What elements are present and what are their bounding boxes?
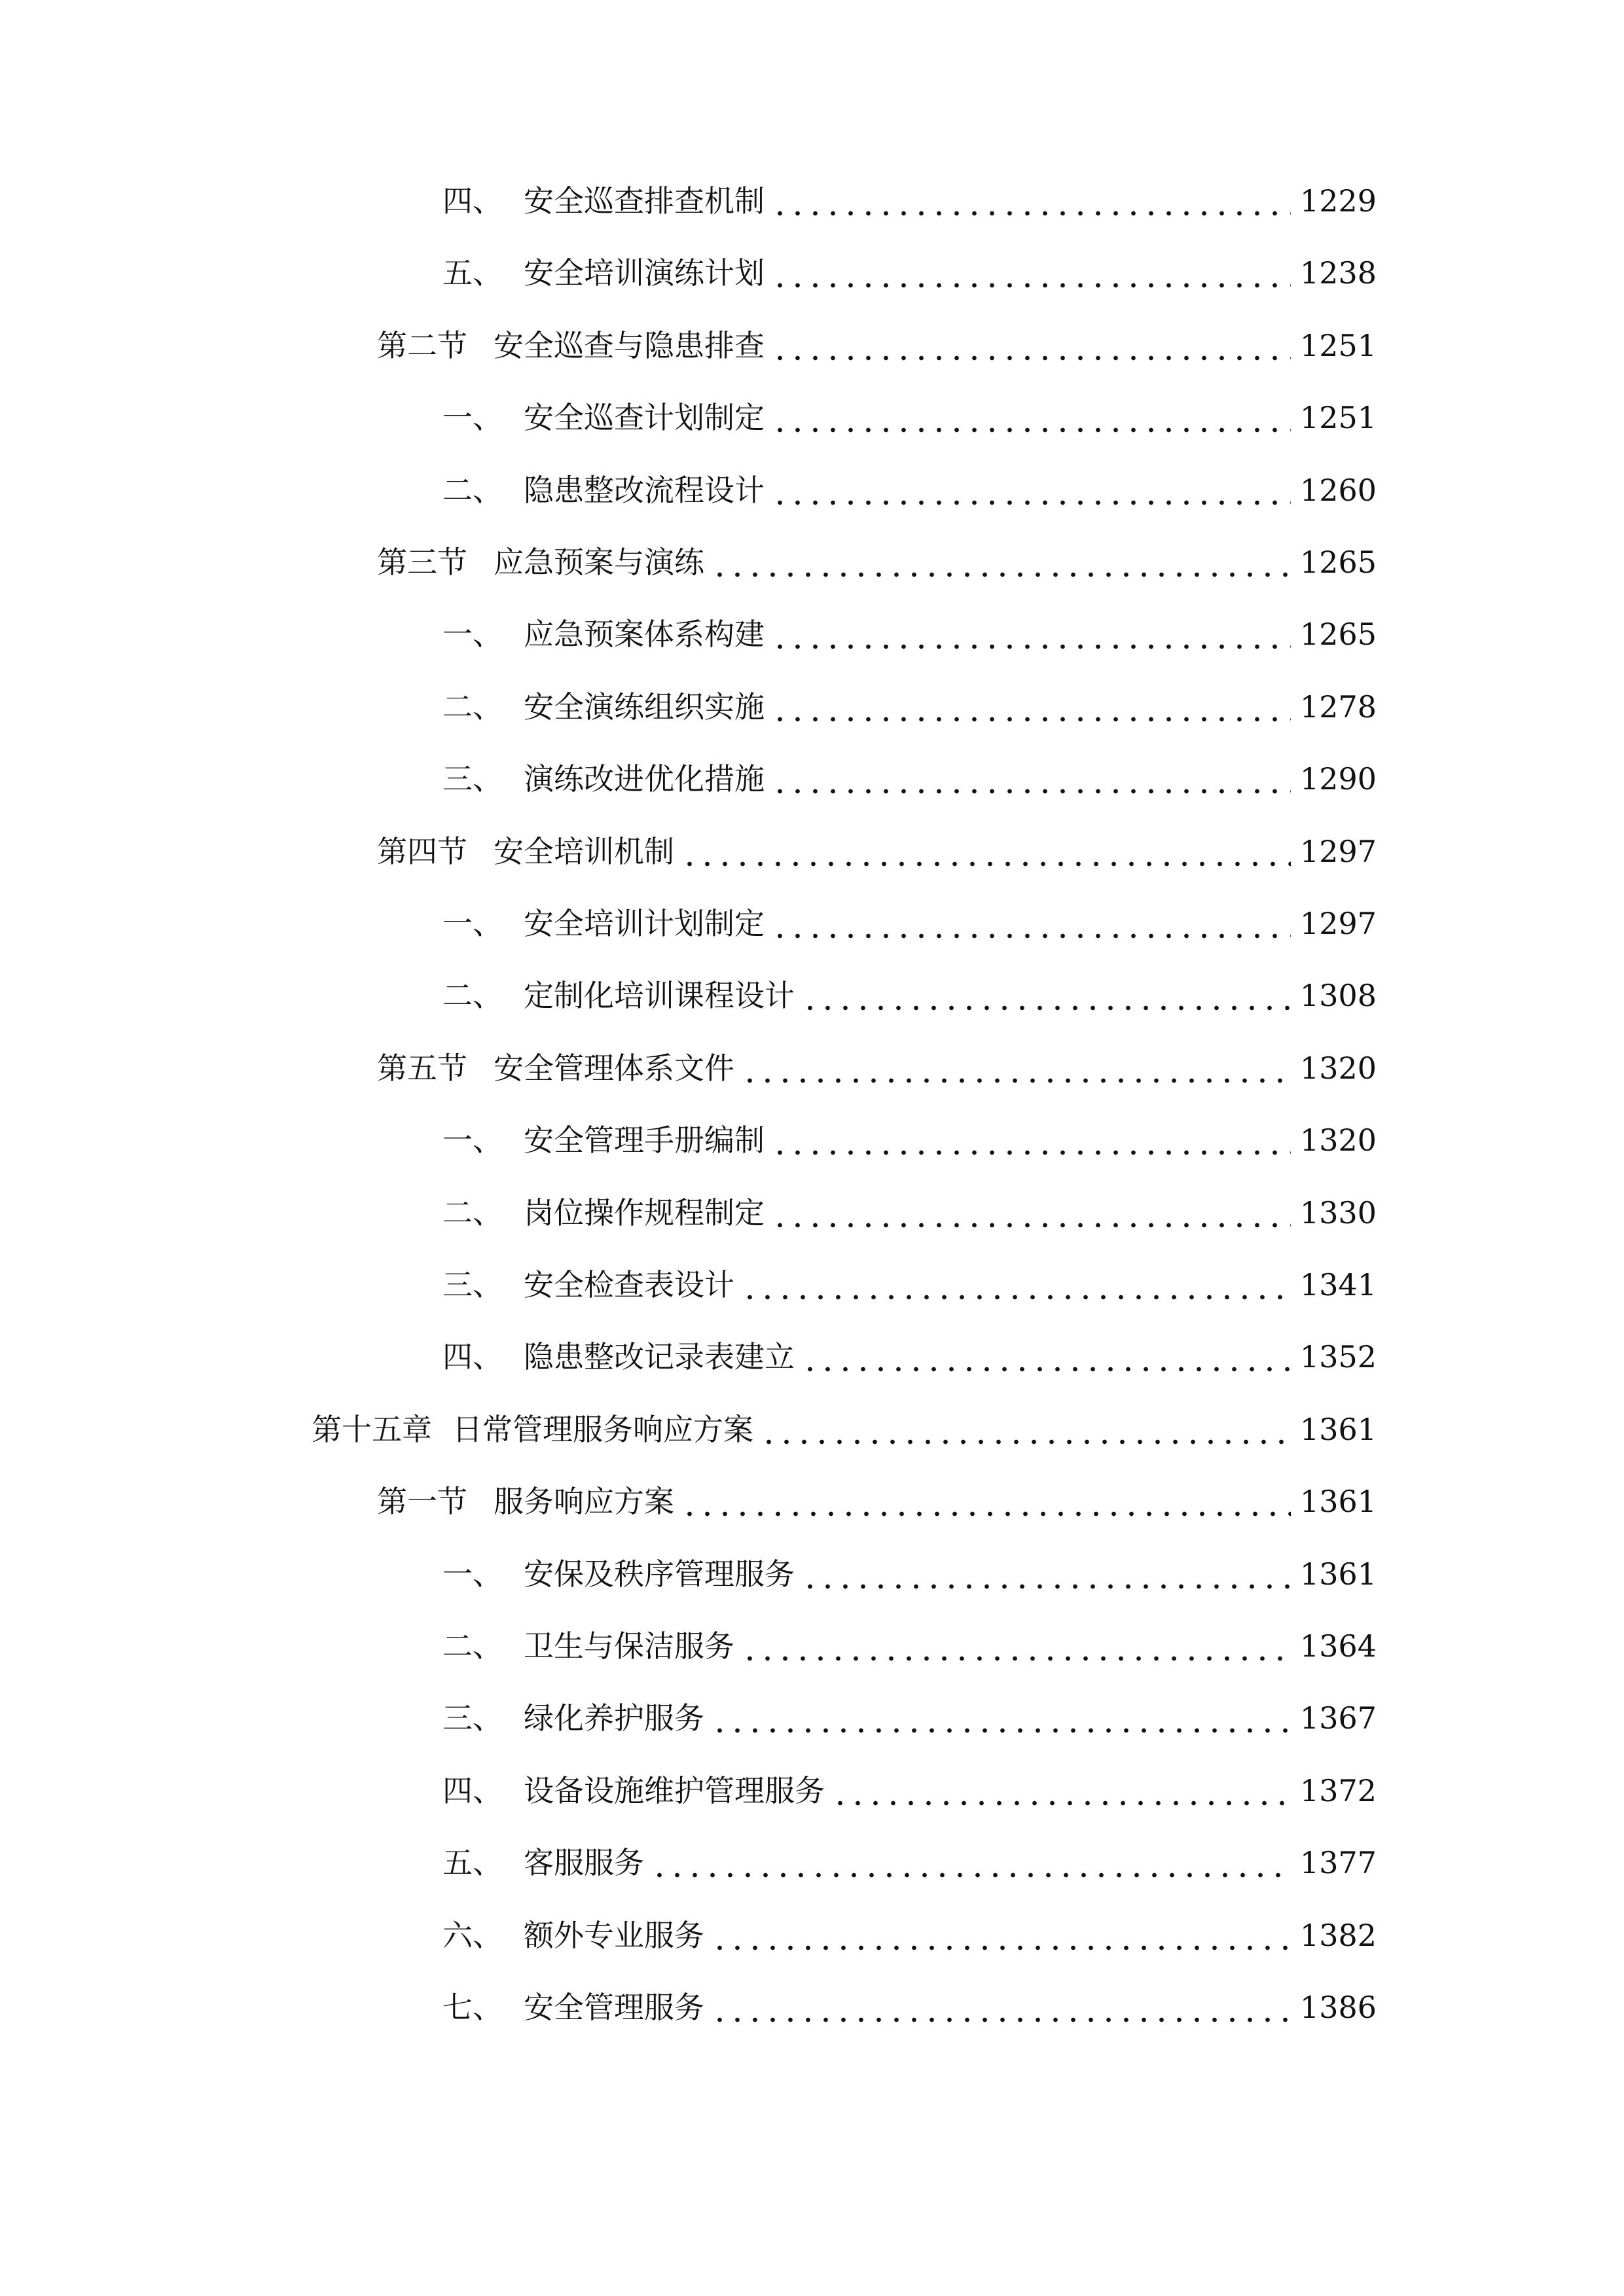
toc-entry[interactable] — [442, 1981, 1377, 2034]
toc-entry-number: 一、 — [442, 906, 503, 941]
toc-entry-number: 四、 — [442, 1772, 503, 1808]
toc-entry-title: 安全演练组织实施 — [524, 689, 765, 725]
toc-entry-page-number: 1364 — [1299, 1628, 1377, 1664]
toc-entry-title: 安全管理服务 — [524, 1990, 704, 2025]
toc-entry-number: 第三节 — [377, 545, 467, 580]
toc-entry-title: 定制化培训课程设计 — [524, 978, 795, 1014]
dot-leader — [801, 1559, 1291, 1589]
toc-entry-page-number: 1367 — [1299, 1700, 1377, 1736]
toc-entry-number: 五、 — [442, 1845, 503, 1881]
toc-entry-page-number: 1341 — [1299, 1267, 1377, 1302]
toc-entry-page-number: 1361 — [1299, 1411, 1377, 1447]
toc-entry-number: 四、 — [442, 1339, 503, 1375]
toc-entry-title: 应急预案体系构建 — [524, 617, 765, 653]
toc-entry-title: 安全管理体系文件 — [494, 1050, 734, 1086]
toc-entry-title: 应急预案与演练 — [494, 545, 704, 580]
dot-leader — [681, 1486, 1291, 1516]
toc-entry[interactable] — [442, 247, 1377, 299]
toc-entry-page-number: 1260 — [1299, 472, 1377, 508]
toc-entry-number: 一、 — [442, 1556, 503, 1592]
toc-entry-number: 第五节 — [377, 1050, 467, 1086]
dot-leader — [771, 1198, 1291, 1228]
dot-leader — [711, 1920, 1291, 1950]
dot-leader — [801, 1342, 1291, 1372]
toc-entry[interactable] — [442, 175, 1377, 227]
dot-leader — [760, 1414, 1291, 1444]
toc-entry[interactable] — [442, 391, 1377, 444]
toc-entry[interactable] — [442, 464, 1377, 516]
dot-leader — [741, 1270, 1291, 1300]
toc-entry-title: 安全检查表设计 — [524, 1267, 734, 1302]
toc-entry-title: 安全培训机制 — [494, 833, 674, 869]
dot-leader — [771, 619, 1291, 649]
toc-entry-page-number: 1238 — [1299, 255, 1377, 291]
toc-entry-page-number: 1361 — [1299, 1556, 1377, 1592]
dot-leader — [771, 1125, 1291, 1155]
toc-entry-number: 二、 — [442, 472, 503, 508]
toc-entry-title: 客服服务 — [524, 1845, 644, 1881]
toc-entry-number: 三、 — [442, 1267, 503, 1302]
toc-entry-page-number: 1330 — [1299, 1194, 1377, 1230]
toc-entry[interactable] — [442, 1909, 1377, 1962]
toc-entry-title: 安全培训计划制定 — [524, 906, 765, 941]
toc-entry-page-number: 1377 — [1299, 1845, 1377, 1881]
toc-entry-number: 五、 — [442, 255, 503, 291]
toc-entry[interactable] — [442, 1114, 1377, 1166]
dot-leader — [681, 836, 1291, 867]
toc-entry[interactable] — [377, 536, 1377, 588]
toc-entry-page-number: 1265 — [1299, 545, 1377, 580]
toc-entry-page-number: 1320 — [1299, 1050, 1377, 1086]
toc-entry-number: 第一节 — [377, 1484, 467, 1520]
toc-entry-page-number: 1352 — [1299, 1339, 1377, 1375]
toc-entry[interactable] — [442, 1692, 1377, 1744]
toc-entry-page-number: 1297 — [1299, 833, 1377, 869]
toc-entry-title: 隐患整改流程设计 — [524, 472, 765, 508]
toc-entry-page-number: 1361 — [1299, 1484, 1377, 1520]
toc-entry-page-number: 1290 — [1299, 761, 1377, 797]
toc-entry[interactable] — [442, 969, 1377, 1022]
toc-entry[interactable] — [377, 1475, 1377, 1528]
toc-entry-title: 日常管理服务响应方案 — [452, 1411, 753, 1447]
toc-entry-page-number: 1278 — [1299, 689, 1377, 725]
dot-leader — [711, 547, 1291, 577]
toc-entry-title: 演练改进优化措施 — [524, 761, 765, 797]
toc-entry-page-number: 1251 — [1299, 327, 1377, 363]
toc-entry-page-number: 1297 — [1299, 906, 1377, 941]
dot-leader — [771, 692, 1291, 722]
dot-leader — [771, 331, 1291, 361]
dot-leader — [711, 1703, 1291, 1733]
toc-entry-title: 绿化养护服务 — [524, 1700, 704, 1736]
toc-entry-number: 六、 — [442, 1917, 503, 1953]
toc-entry-title: 安全培训演练计划 — [524, 255, 765, 291]
toc-entry[interactable] — [377, 319, 1377, 372]
toc-entry-number: 四、 — [442, 183, 503, 219]
toc-entry-number: 一、 — [442, 1122, 503, 1158]
toc-entry[interactable] — [377, 825, 1377, 878]
toc-entry[interactable] — [442, 1187, 1377, 1239]
toc-entry[interactable] — [442, 753, 1377, 805]
dot-leader — [741, 1631, 1291, 1661]
dot-leader — [771, 764, 1291, 794]
toc-entry[interactable] — [442, 1331, 1377, 1383]
toc-entry[interactable] — [442, 1620, 1377, 1672]
toc-entry-number: 第四节 — [377, 833, 467, 869]
toc-entry-number: 三、 — [442, 1700, 503, 1736]
toc-entry-number: 三、 — [442, 761, 503, 797]
toc-entry-number: 二、 — [442, 978, 503, 1014]
dot-leader — [771, 475, 1291, 505]
dot-leader — [831, 1776, 1291, 1806]
toc-entry-title: 卫生与保洁服务 — [524, 1628, 734, 1664]
toc-entry-page-number: 1320 — [1299, 1122, 1377, 1158]
toc-entry-number: 一、 — [442, 400, 503, 436]
toc-entry-page-number: 1229 — [1299, 183, 1377, 219]
toc-entry-page-number: 1386 — [1299, 1990, 1377, 2025]
toc-entry-title: 安保及秩序管理服务 — [524, 1556, 795, 1592]
toc-entry[interactable] — [442, 1259, 1377, 1311]
toc-entry-number: 二、 — [442, 1194, 503, 1230]
toc-entry-title: 安全巡查计划制定 — [524, 400, 765, 436]
dot-leader — [771, 403, 1291, 433]
toc-entry[interactable] — [442, 608, 1377, 660]
toc-entry-page-number: 1265 — [1299, 617, 1377, 653]
toc-entry-title: 安全管理手册编制 — [524, 1122, 765, 1158]
toc-entry-number: 第二节 — [377, 327, 467, 363]
toc-entry-number: 二、 — [442, 689, 503, 725]
dot-leader — [771, 186, 1291, 216]
dot-leader — [741, 1053, 1291, 1083]
toc-entry-title: 隐患整改记录表建立 — [524, 1339, 795, 1375]
dot-leader — [651, 1848, 1291, 1878]
toc-entry-number: 第十五章 — [312, 1411, 432, 1447]
toc-entry-number: 七、 — [442, 1990, 503, 2025]
toc-entry-number: 一、 — [442, 617, 503, 653]
toc-entry-title: 岗位操作规程制定 — [524, 1194, 765, 1230]
dot-leader — [771, 908, 1291, 939]
toc-entry-title: 安全巡查与隐患排查 — [494, 327, 765, 363]
toc-entry[interactable] — [442, 681, 1377, 733]
dot-leader — [711, 1992, 1291, 2022]
toc-entry-title: 安全巡查排查机制 — [524, 183, 765, 219]
toc-entry[interactable] — [442, 1548, 1377, 1600]
toc-entry-title: 额外专业服务 — [524, 1917, 704, 1953]
toc-entry-title: 设备设施维护管理服务 — [524, 1772, 825, 1808]
toc-entry-page-number: 1372 — [1299, 1772, 1377, 1808]
toc-entry-title: 服务响应方案 — [494, 1484, 674, 1520]
toc-entry[interactable] — [442, 1765, 1377, 1817]
toc-entry[interactable] — [442, 1837, 1377, 1889]
toc-entry[interactable] — [312, 1403, 1377, 1456]
dot-leader — [771, 258, 1291, 288]
toc-entry-page-number: 1251 — [1299, 400, 1377, 436]
toc-entry-page-number: 1308 — [1299, 978, 1377, 1014]
dot-leader — [801, 980, 1291, 1011]
toc-entry[interactable] — [377, 1042, 1377, 1094]
toc-entry[interactable] — [442, 897, 1377, 950]
toc-entry-page-number: 1382 — [1299, 1917, 1377, 1953]
toc-entry-number: 二、 — [442, 1628, 503, 1664]
